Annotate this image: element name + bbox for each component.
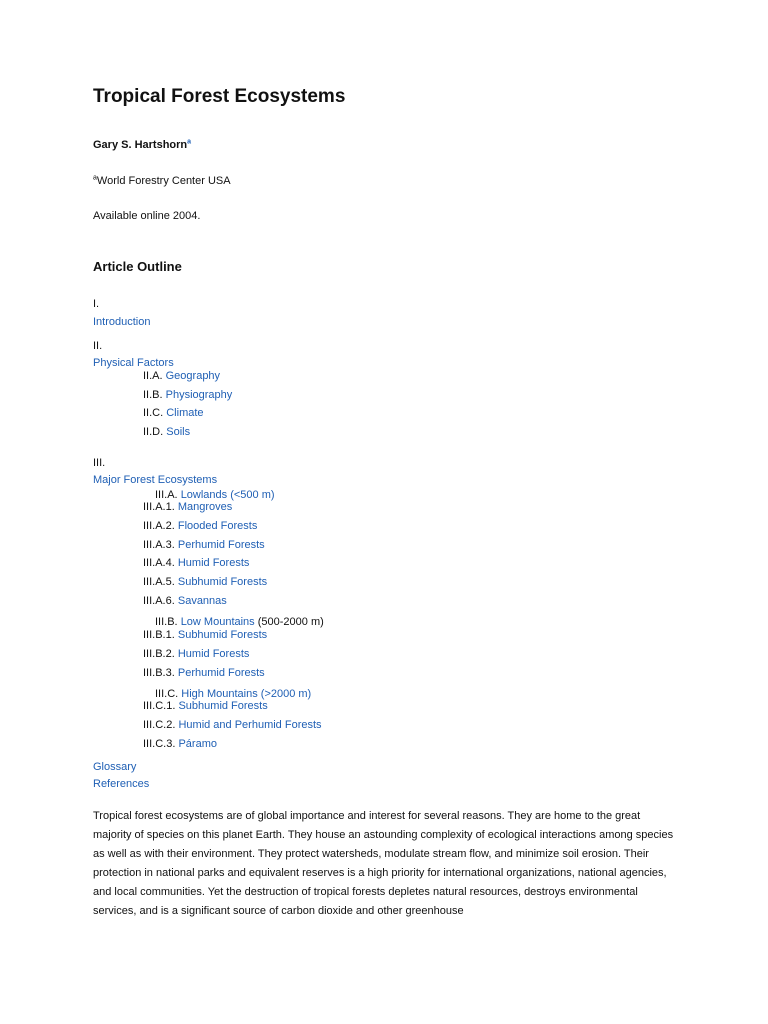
outline-number: III.B.	[155, 616, 178, 628]
outline-item	[143, 667, 265, 680]
outline-link-physical-factors[interactable]: Physical Factors	[93, 357, 174, 369]
outline-number: III.A.6.	[143, 595, 175, 607]
outline-number: III.A.5.	[143, 576, 175, 588]
outline-number: III.	[93, 457, 106, 469]
outline-number: I.	[93, 298, 100, 310]
outline-link-climate[interactable]: Climate	[166, 407, 204, 419]
outline-link-subhumid-forests[interactable]: Subhumid Forests	[177, 629, 268, 641]
outline-link-physiography[interactable]: Physiography	[165, 389, 233, 401]
affiliation	[93, 175, 231, 187]
outline-number: III.A.1.	[143, 501, 175, 513]
affiliation-text: World Forestry Center USA	[96, 175, 231, 187]
outline-link-perhumid-forests[interactable]: Perhumid Forests	[177, 667, 265, 679]
outline-item	[143, 407, 204, 420]
outline-link-mangroves[interactable]: Mangroves	[177, 501, 233, 513]
outline-link-geography[interactable]: Geography	[165, 370, 221, 382]
outline-heading: Article Outline	[93, 259, 182, 274]
outline-number: II.D.	[143, 426, 164, 438]
outline-number: II.B.	[143, 389, 163, 401]
outline-link-paramo[interactable]: Páramo	[178, 738, 217, 750]
outline-item	[155, 616, 324, 629]
author-name[interactable]: Gary S. Hartshorn	[93, 139, 188, 151]
outline-item	[143, 595, 227, 608]
outline-item	[143, 370, 220, 383]
outline-item	[143, 520, 257, 533]
outline-number: III.A.	[155, 489, 178, 501]
outline-item	[143, 719, 322, 732]
outline-number: II.	[93, 340, 103, 352]
outline-link-major-forest-ecosystems[interactable]: Major Forest Ecosystems	[93, 474, 218, 486]
outline-link-glossary[interactable]: Glossary	[93, 761, 137, 773]
outline-number: III.A.2.	[143, 520, 175, 532]
outline-item	[143, 557, 249, 570]
outline-number: III.A.4.	[143, 557, 175, 569]
outline-number: III.C.2.	[143, 719, 176, 731]
outline-link-humid-and-perhumid-forests[interactable]: Humid and Perhumid Forests	[178, 719, 322, 731]
outline-item	[143, 426, 190, 439]
outline-suffix: (500-2000 m)	[257, 616, 324, 628]
availability-note: Available online 2004.	[93, 210, 201, 222]
outline-item	[143, 629, 267, 642]
author-affiliation-link[interactable]: a	[187, 138, 192, 146]
outline-link-high-mountains[interactable]: High Mountains (>2000 m)	[181, 688, 312, 700]
outline-item	[143, 700, 268, 713]
body-paragraph: Tropical forest ecosystems are of global importance and interest for several reasons. They are home to the great majority of species on this planet Earth. They house an astounding complexity of ecological interactions among species as well as with their environment. They protect watersheds, modulate stream flow, and minimize soil erosion. Their protection in national parks and equivalent reserves is a high priority for international organizations, national agencies, and local communities. Yet the destruction of tropical forests depletes natural resources, destroys environmental services, and is a significant source of carbon dioxide and other greenhouse	[93, 810, 674, 917]
outline-link-subhumid-forests[interactable]: Subhumid Forests	[178, 700, 268, 712]
outline-number: II.A.	[143, 370, 163, 382]
outline-link-low-mountains[interactable]: Low Mountains	[180, 616, 255, 628]
outline-number: II.C.	[143, 407, 164, 419]
outline-link-soils[interactable]: Soils	[166, 426, 191, 438]
outline-link-perhumid-forests[interactable]: Perhumid Forests	[177, 539, 265, 551]
outline-number: III.B.2.	[143, 648, 175, 660]
outline-item	[143, 539, 265, 552]
outline-item	[143, 501, 232, 514]
outline-number: III.C.3.	[143, 738, 176, 750]
outline-link-flooded-forests[interactable]: Flooded Forests	[177, 520, 258, 532]
outline-link-subhumid-forests[interactable]: Subhumid Forests	[177, 576, 268, 588]
outline-link-lowlands[interactable]: Lowlands (<500 m)	[180, 489, 275, 501]
outline-item	[143, 389, 232, 402]
outline-link-introduction[interactable]: Introduction	[93, 316, 151, 328]
outline-number: III.C.1.	[143, 700, 176, 712]
outline-number: III.C.	[155, 688, 179, 700]
outline-item	[143, 738, 217, 751]
affiliation-marker: a	[93, 174, 97, 182]
article-title: Tropical Forest Ecosystems	[93, 86, 346, 107]
outline-item	[143, 648, 249, 661]
outline-link-references[interactable]: References	[93, 778, 150, 790]
author-line	[93, 139, 191, 151]
outline-link-humid-forests[interactable]: Humid Forests	[177, 648, 250, 660]
outline-number: III.A.3.	[143, 539, 175, 551]
outline-link-savannas[interactable]: Savannas	[177, 595, 227, 607]
outline-link-humid-forests[interactable]: Humid Forests	[177, 557, 250, 569]
outline-number: III.B.3.	[143, 667, 175, 679]
outline-item	[143, 576, 267, 589]
outline-number: III.B.1.	[143, 629, 175, 641]
